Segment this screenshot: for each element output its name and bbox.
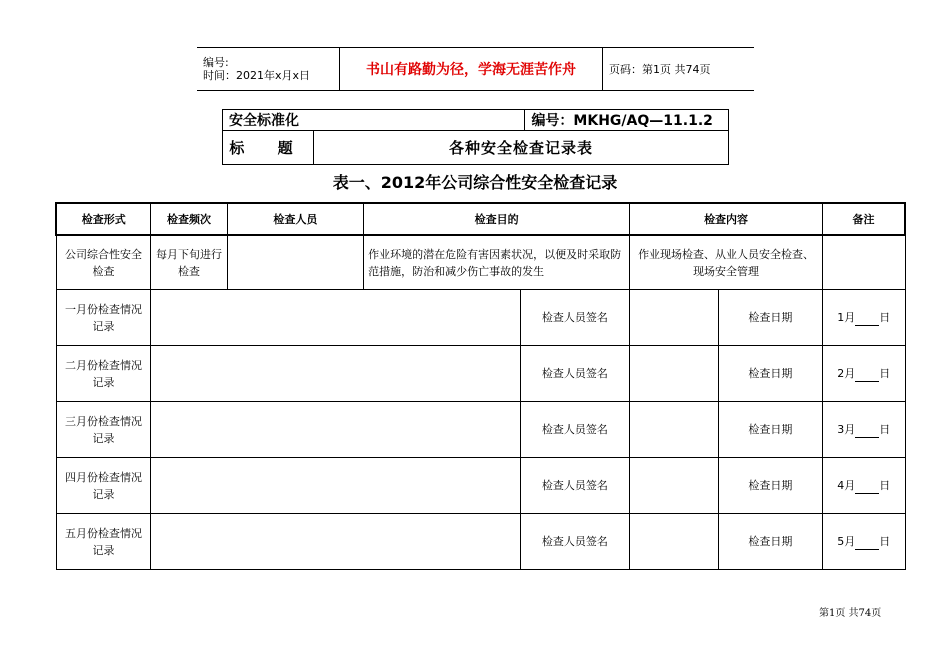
document-code: 编号：MKHG/AQ—11.1.2 <box>525 110 729 131</box>
signer-cell[interactable] <box>630 346 719 402</box>
month-row <box>56 402 905 458</box>
date-blank[interactable] <box>855 425 879 438</box>
cell-frequency[interactable]: 每月下旬进行检查 <box>151 235 227 290</box>
signer-label: 检查人员签名 <box>520 346 630 402</box>
month-row <box>56 514 905 570</box>
month-record-label: 二月份检查情况记录 <box>56 346 151 402</box>
month-row <box>56 346 905 402</box>
month-record-cell[interactable] <box>151 458 520 514</box>
header-note: 备注 <box>823 203 905 235</box>
table-row <box>56 235 905 290</box>
header-purpose: 检查目的 <box>364 203 630 235</box>
header-form: 检查形式 <box>56 203 151 235</box>
date-label: 检查日期 <box>718 514 822 570</box>
date-label: 检查日期 <box>718 402 822 458</box>
signer-label: 检查人员签名 <box>520 458 630 514</box>
document-header <box>222 109 729 165</box>
month-record-cell[interactable] <box>151 290 520 346</box>
date-blank[interactable] <box>855 369 879 382</box>
signer-cell[interactable] <box>630 514 719 570</box>
category-label: 安全标准化 <box>223 110 525 131</box>
date-blank[interactable] <box>855 313 879 326</box>
code-label: 编号: <box>203 56 229 69</box>
date-cell[interactable]: 4月 日 <box>823 458 905 514</box>
month-row <box>56 458 905 514</box>
signer-cell[interactable] <box>630 458 719 514</box>
month-record-label: 三月份检查情况记录 <box>56 402 151 458</box>
signer-cell[interactable] <box>630 402 719 458</box>
header-frequency: 检查频次 <box>151 203 227 235</box>
month-record-label: 五月份检查情况记录 <box>56 514 151 570</box>
signer-cell[interactable] <box>630 290 719 346</box>
signer-label: 检查人员签名 <box>520 514 630 570</box>
month-record-cell[interactable] <box>151 402 520 458</box>
page-footer: 第1页 共74页 <box>819 608 882 619</box>
cell-content[interactable]: 作业现场检查、从业人员安全检查、现场安全管理 <box>630 235 823 290</box>
cell-purpose[interactable]: 作业环境的潜在危险有害因素状况，以便及时采取防范措施，防治和减少伤亡事故的发生 <box>364 235 630 290</box>
date-blank[interactable] <box>855 537 879 550</box>
date-label: 检查日期 <box>718 290 822 346</box>
signer-label: 检查人员签名 <box>520 402 630 458</box>
inspection-table <box>55 202 906 570</box>
table-subtitle: 表一、2012年公司综合性安全检查记录 <box>332 173 618 192</box>
cell-form[interactable]: 公司综合性安全检查 <box>56 235 151 290</box>
header-meta <box>197 48 340 91</box>
date-cell[interactable]: 3月 日 <box>823 402 905 458</box>
date-cell[interactable]: 1月 日 <box>823 290 905 346</box>
month-record-cell[interactable] <box>151 514 520 570</box>
date-label: 检查日期 <box>718 346 822 402</box>
document-title: 各种安全检查记录表 <box>314 131 729 165</box>
title-label: 标 题 <box>223 131 314 165</box>
cell-staff[interactable] <box>227 235 364 290</box>
page-header <box>197 47 754 91</box>
date-cell[interactable]: 5月 日 <box>823 514 905 570</box>
header-staff: 检查人员 <box>227 203 364 235</box>
month-row <box>56 290 905 346</box>
month-record-cell[interactable] <box>151 346 520 402</box>
signer-label: 检查人员签名 <box>520 290 630 346</box>
page-info: 页码：第1页 共74页 <box>603 48 755 91</box>
table-header-row <box>56 203 905 235</box>
date-cell[interactable]: 2月 日 <box>823 346 905 402</box>
month-record-label: 四月份检查情况记录 <box>56 458 151 514</box>
motto: 书山有路勤为径，学海无涯苦作舟 <box>340 48 603 91</box>
time-label: 时间：2021年x月x日 <box>203 69 311 82</box>
month-record-label: 一月份检查情况记录 <box>56 290 151 346</box>
header-content: 检查内容 <box>630 203 823 235</box>
date-blank[interactable] <box>855 481 879 494</box>
cell-note[interactable] <box>823 235 905 290</box>
date-label: 检查日期 <box>718 458 822 514</box>
